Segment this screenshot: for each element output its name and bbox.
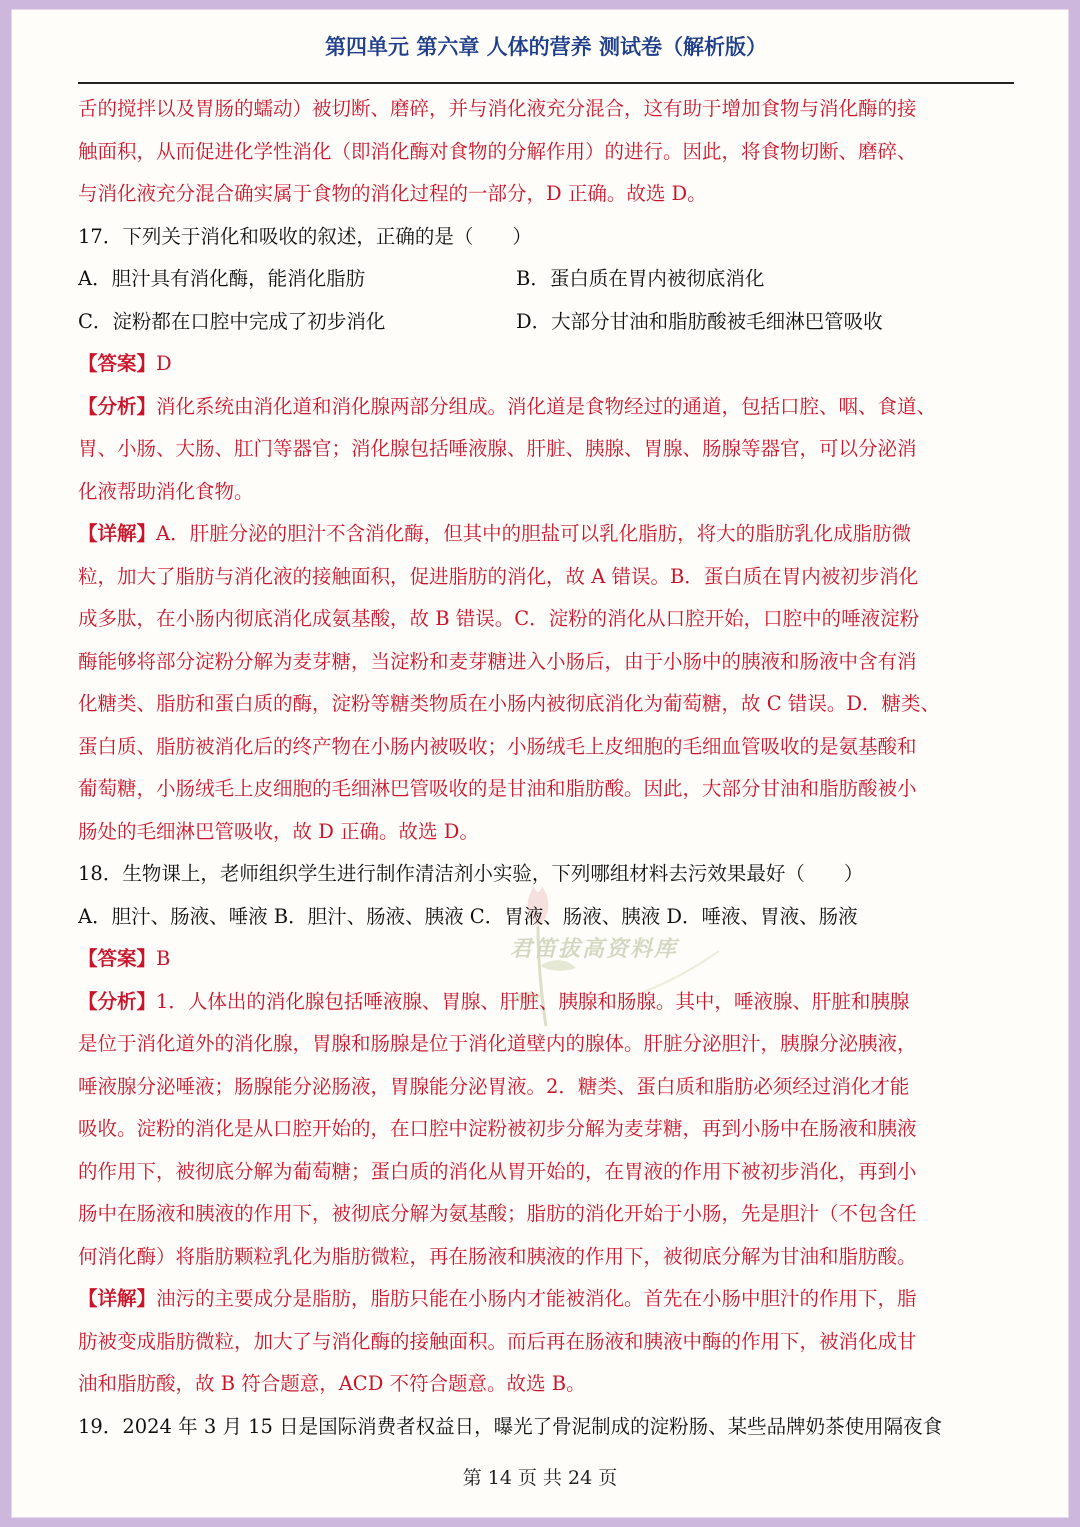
q17-detail-line: 肠处的毛细淋巴管吸收，故 D 正确。故选 D。 bbox=[78, 819, 479, 843]
answer-label: 【答案】 bbox=[78, 352, 157, 375]
q18-analysis-line: 肠中在肠液和胰液的作用下，被彻底分解为氨基酸；脂肪的消化开始于小肠，先是胆汁（不包含任 bbox=[78, 1202, 917, 1225]
q18-options: A．胆汁、肠液、唾液 B．胆汁、肠液、胰液 C．胃液、肠液、胰液 D．唾液、胃液、肠液 bbox=[78, 904, 858, 928]
q18-detail-line bbox=[78, 1278, 1014, 1321]
q18-detail-line: 肪被变成脂肪微粒，加大了与消化酶的接触面积。而后再在肠液和胰液中酶的作用下，被消化成甘 bbox=[78, 1329, 917, 1353]
detail-text: A．肝脏分泌的胆汁不含消化酶，但其中的胆盐可以乳化脂肪，将大的脂肪乳化成脂肪微 bbox=[156, 522, 912, 545]
watermark-text: 君笛拔高资料库 bbox=[510, 937, 679, 962]
q18-analysis-line: 何消化酶）将脂肪颗粒乳化为脂肪微粒，再在肠液和胰液的作用下，被彻底分解为甘油和脂肪酸。 bbox=[78, 1244, 917, 1268]
q17-detail-line: 葡萄糖，小肠绒毛上皮细胞的毛细淋巴管吸收的是甘油和脂肪酸。因此，大部分甘油和脂肪酸被小 bbox=[78, 777, 917, 800]
analysis-text: 1．人体出的消化腺包括唾液腺、胃腺、肝脏、胰腺和肠腺。其中，唾液腺、肝脏和胰腺 bbox=[156, 989, 910, 1013]
analysis-label: 【分析】 bbox=[78, 989, 157, 1013]
detail-text: 油污的主要成分是脂肪，脂肪只能在小肠内才能被消化。首先在小肠中胆汁的作用下，脂 bbox=[156, 1287, 917, 1310]
page-header bbox=[78, 32, 1014, 84]
q17-analysis-line: 化液帮助消化食物。 bbox=[78, 479, 254, 503]
page-footer: 第 14 页 共 24 页 bbox=[462, 1467, 618, 1489]
answer-value: D bbox=[156, 352, 172, 375]
q17-detail-line bbox=[78, 513, 1014, 556]
page-content bbox=[78, 88, 1014, 1448]
q17-detail-line: 酶能够将部分淀粉分解为麦芽糖，当淀粉和麦芽糖进入小肠后，由于小肠中的胰液和肠液中含有消 bbox=[78, 649, 917, 673]
q19-stem: 19．2024 年 3 月 15 日是国际消费者权益日，曝光了骨泥制成的淀粉肠、某些品牌奶茶使用隔夜食 bbox=[78, 1414, 943, 1438]
q17-detail-line: 化糖类、脂肪和蛋白质的酶，淀粉等糖类物质在小肠内被彻底消化为葡萄糖，故 C 错误。D．糖类、 bbox=[78, 692, 940, 715]
q18-analysis-line bbox=[78, 981, 1014, 1024]
analysis-label: 【分析】 bbox=[78, 394, 157, 418]
analysis-text: 消化系统由消化道和消化腺两部分组成。消化道是食物经过的通道，包括口腔、咽、食道、 bbox=[156, 394, 937, 418]
q17-detail-line: 蛋白质、脂肪被消化后的终产物在小肠内被吸收；小肠绒毛上皮细胞的毛细血管吸收的是氨基酸和 bbox=[78, 734, 917, 758]
q18-answer bbox=[78, 938, 1014, 981]
q17-detail-line: 粒，加大了脂肪与消化液的接触面积，促进脂肪的消化，故 A 错误。B．蛋白质在胃内被初步消化 bbox=[78, 564, 919, 588]
q17-options-row-2 bbox=[78, 301, 1014, 344]
q17-analysis-line bbox=[78, 386, 1014, 429]
intro-line: 与消化液充分混合确实属于食物的消化过程的一部分，D 正确。故选 D。 bbox=[78, 182, 707, 205]
page-title: 第四单元 第六章 人体的营养 测试卷（解析版） bbox=[325, 35, 767, 59]
intro-line: 舌的搅拌以及胃肠的蠕动）被切断、磨碎，并与消化液充分混合，这有助于增加食物与消化酶的接 bbox=[78, 97, 917, 120]
q17-answer bbox=[78, 343, 1014, 386]
q18-detail-line: 油和脂肪酸，故 B 符合题意，ACD 不符合题意。故选 B。 bbox=[78, 1372, 586, 1395]
intro-line: 触面积，从而促进化学性消化（即消化酶对食物的分解作用）的进行。因此，将食物切断、磨碎、 bbox=[78, 139, 917, 163]
q17-option-b: B．蛋白质在胃内被彻底消化 bbox=[516, 267, 765, 290]
q17-detail-line: 成多肽，在小肠内彻底消化成氨基酸，故 B 错误。C．淀粉的消化从口腔开始，口腔中的唾液淀粉 bbox=[78, 607, 920, 630]
q18-analysis-line: 的作用下，被彻底分解为葡萄糖；蛋白质的消化从胃开始的，在胃液的作用下被初步消化，再到小 bbox=[78, 1159, 917, 1183]
answer-label: 【答案】 bbox=[78, 947, 157, 970]
q17-options-row-1 bbox=[78, 258, 1014, 301]
document-page bbox=[12, 10, 1068, 1517]
q17-option-c: C．淀粉都在口腔中完成了初步消化 bbox=[78, 309, 386, 333]
q17-option-d: D．大部分甘油和脂肪酸被毛细淋巴管吸收 bbox=[516, 309, 883, 333]
detail-label: 【详解】 bbox=[78, 522, 157, 545]
answer-value: B bbox=[156, 947, 171, 970]
detail-label: 【详解】 bbox=[78, 1287, 157, 1310]
q17-analysis-line: 胃、小肠、大肠、肛门等器官；消化腺包括唾液腺、肝脏、胰腺、胃腺、肠腺等器官，可以分泌消 bbox=[78, 437, 917, 460]
q18-analysis-line: 吸收。淀粉的消化是从口腔开始的，在口腔中淀粉被初步分解为麦芽糖，再到小肠中在肠液和胰液 bbox=[78, 1117, 917, 1140]
q17-option-a: A．胆汁具有消化酶，能消化脂肪 bbox=[78, 267, 366, 290]
q17-stem: 17．下列关于消化和吸收的叙述，正确的是（ ） bbox=[78, 224, 532, 248]
q18-analysis-line: 是位于消化道外的消化腺，胃腺和肠腺是位于消化道壁内的腺体。肝脏分泌胆汁，胰腺分泌胰液， bbox=[78, 1032, 917, 1055]
q18-stem: 18．生物课上，老师组织学生进行制作清洁剂小实验，下列哪组材料去污效果最好（ ） bbox=[78, 862, 864, 885]
q18-analysis-line: 唾液腺分泌唾液；肠腺能分泌肠液，胃腺能分泌胃液。2．糖类、蛋白质和脂肪必须经过消化才能 bbox=[78, 1074, 910, 1098]
